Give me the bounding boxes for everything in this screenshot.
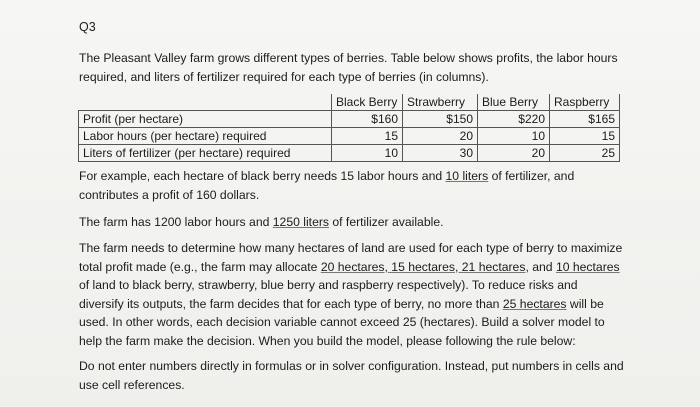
- row-label: Liters of fertilizer (per hectare) required: [79, 145, 332, 162]
- row-label: Labor hours (per hectare) required: [79, 128, 332, 145]
- table-row-labor: [79, 128, 620, 145]
- cell: $160: [332, 111, 403, 128]
- task-paragraph: [79, 239, 624, 351]
- question-label: Q3: [79, 20, 96, 34]
- example-text-2: of fertilizer, and contributes a profit of 160 dollars.: [79, 169, 575, 202]
- task-text-1: The farm needs to determine how many hectares of land are used for each type of berry to maximize total profit made (e.g., the farm may allocate: [79, 241, 623, 274]
- cell: 10: [478, 128, 550, 145]
- berry-table: [78, 94, 620, 162]
- header-raspberry: Raspberry: [550, 94, 620, 111]
- cell: 15: [550, 128, 620, 145]
- header-black-berry: Black Berry: [332, 94, 403, 111]
- task-text-3: of land to black berry, strawberry, blue berry and raspberry respectively). To reduce risks and diversify its outputs, the farm decides that for each type of berry, no more than: [79, 278, 578, 311]
- example-paragraph: [79, 167, 624, 204]
- cell: 20: [478, 145, 550, 162]
- table-row-fertilizer: [79, 145, 620, 162]
- cell: 25: [550, 145, 620, 162]
- task-underline-1: 20 hectares, 15 hectares, 21 hectares: [320, 259, 526, 274]
- task-underline-2: 10 hectares: [555, 259, 620, 274]
- rule-paragraph: Do not enter numbers directly in formulas or in solver configuration. Instead, put numbers in cells and use cell references.: [79, 359, 624, 392]
- resources-text-1: The farm has 1200 labor hours and: [79, 215, 273, 229]
- cell: $150: [403, 111, 478, 128]
- resources-paragraph: [79, 213, 624, 232]
- cell: 15: [332, 128, 403, 145]
- row-label: Profit (per hectare): [79, 111, 332, 128]
- table-header-row: [79, 94, 620, 111]
- cell: $220: [478, 111, 550, 128]
- resources-underline: 1250 liters: [272, 215, 329, 229]
- intro-paragraph: The Pleasant Valley farm grows different types of berries. Table below shows profits, the labor hours required, and liters of fertilizer required for each type of berries (in columns).: [79, 51, 618, 84]
- task-underline-3: 25 hectares: [502, 296, 567, 311]
- cell: 20: [403, 128, 478, 145]
- resources-text-2: of fertilizer available.: [329, 215, 444, 229]
- task-text-4: will be used. In other words, each decision variable cannot exceed 25 (hectares). Build a solver model to help the farm make the decision. When you build the model, please following the rule below:: [79, 296, 605, 348]
- task-text-2: , and: [525, 259, 556, 274]
- cell: $165: [550, 111, 620, 128]
- example-text-1: For example, each hectare of black berry needs 15 labor hours and: [79, 169, 446, 183]
- cell: 10: [332, 145, 403, 162]
- cell: 30: [403, 145, 478, 162]
- example-underline: 10 liters: [445, 169, 489, 183]
- table-row-profit: [79, 111, 620, 128]
- header-blank: [79, 94, 332, 111]
- header-strawberry: Strawberry: [403, 94, 478, 111]
- header-blue-berry: Blue Berry: [478, 94, 550, 111]
